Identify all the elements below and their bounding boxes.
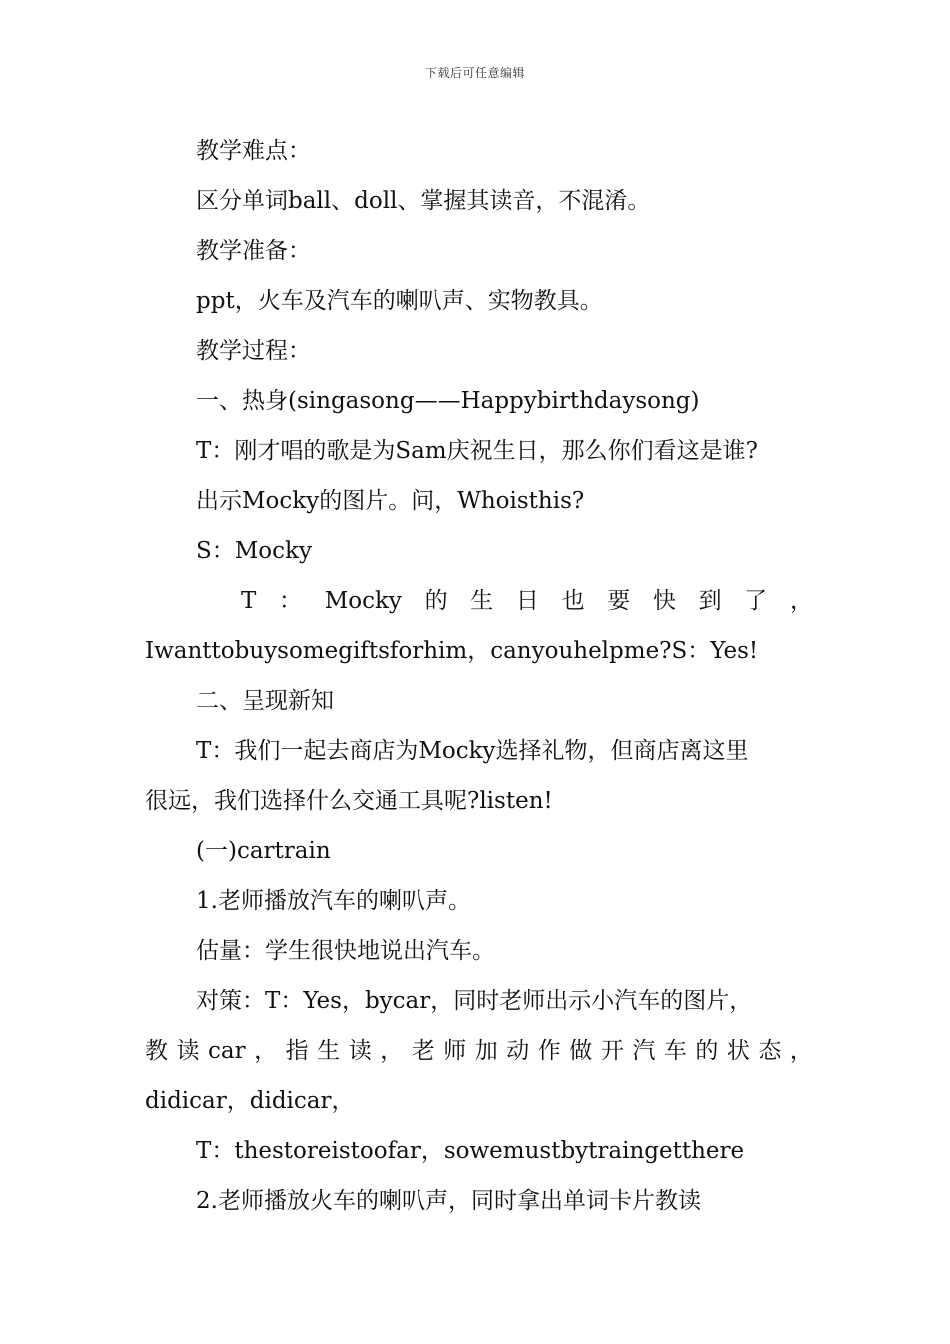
text-fragment: 要 xyxy=(607,588,631,614)
text-fragment: 生 xyxy=(317,1038,341,1064)
text-fragment: 日 xyxy=(515,588,539,614)
text-fragment: 加 xyxy=(474,1038,498,1064)
text-fragment: 了 xyxy=(744,588,768,614)
text-fragment: ， xyxy=(380,1038,404,1064)
text-fragment: 师 xyxy=(443,1038,467,1064)
text-fragment: T xyxy=(241,588,257,614)
text-fragment: ， xyxy=(254,1038,278,1064)
text-fragment: 也 xyxy=(561,588,585,614)
text-fragment: 老 xyxy=(411,1038,435,1064)
text-fragment: 做 xyxy=(569,1038,593,1064)
paragraph-strategy: 对策：T：Yes，bycar，同时老师出示小汽车的图片， xyxy=(196,988,753,1014)
page-header: 下载后可任意编辑 xyxy=(424,66,525,80)
text-fragment: 的 xyxy=(424,588,448,614)
paragraph-strategy-cont xyxy=(145,1026,813,1076)
paragraph-teacher-line-1: T：刚才唱的歌是为Sam庆祝生日，那么你们看这是谁? xyxy=(196,438,758,464)
step-1-car-horn: 1.老师播放汽车的喇叭声。 xyxy=(196,888,471,914)
text-fragment: 读 xyxy=(348,1038,372,1064)
text-fragment: car xyxy=(208,1038,246,1064)
paragraph-shop-trip-cont: 很远，我们选择什么交通工具呢?listen! xyxy=(145,788,553,814)
text-fragment: 快 xyxy=(652,588,676,614)
heading-teaching-preparation: 教学准备： xyxy=(196,238,311,264)
text-fragment: 的 xyxy=(695,1038,719,1064)
paragraph-student-answer: S：Mocky xyxy=(196,538,312,564)
paragraph-teacher-train: T：thestoreistoofar，sowemustbytraingetthere xyxy=(196,1138,745,1164)
text-fragment: ， xyxy=(789,588,813,614)
paragraph-didicar: didicar，didicar， xyxy=(145,1088,355,1114)
text-fragment: ， xyxy=(789,1038,813,1064)
section-new-knowledge: 二、呈现新知 xyxy=(196,688,334,714)
subsection-car-train: (一)cartrain xyxy=(196,838,331,864)
text-fragment: 态 xyxy=(758,1038,782,1064)
paragraph-show-picture: 出示Mocky的图片。问，Whoisthis? xyxy=(196,488,585,514)
text-fragment: Mocky xyxy=(324,588,402,614)
paragraph-teacher-birthday xyxy=(145,576,813,626)
text-fragment: 车 xyxy=(663,1038,687,1064)
heading-teaching-process: 教学过程： xyxy=(196,338,311,364)
step-2-train-horn: 2.老师播放火车的喇叭声，同时拿出单词卡片教读 xyxy=(196,1188,701,1214)
paragraph-shop-trip: T：我们一起去商店为Mocky选择礼物，但商店离这里 xyxy=(196,738,749,764)
paragraph-difficulty: 区分单词ball、doll、掌握其读音，不混淆。 xyxy=(196,188,651,214)
document-body xyxy=(145,126,813,1226)
text-fragment: 到 xyxy=(698,588,722,614)
paragraph-estimate: 估量：学生很快地说出汽车。 xyxy=(196,938,495,964)
text-fragment: 教 xyxy=(145,1038,168,1064)
heading-teaching-difficulty: 教学难点： xyxy=(196,138,311,164)
paragraph-preparation: ppt，火车及汽车的喇叭声、实物教具。 xyxy=(196,288,603,314)
text-fragment: 汽 xyxy=(632,1038,656,1064)
section-warmup: 一、热身(singasong——Happybirthdaysong) xyxy=(196,388,700,414)
text-fragment: 动 xyxy=(506,1038,530,1064)
paragraph-teacher-birthday-cont: Iwanttobuysomegiftsforhim，canyouhelpme?S：Yes! xyxy=(145,638,759,664)
text-fragment: 开 xyxy=(600,1038,624,1064)
text-fragment: 读 xyxy=(176,1038,200,1064)
text-fragment: 生 xyxy=(470,588,494,614)
text-fragment: 状 xyxy=(726,1038,750,1064)
text-fragment: ： xyxy=(279,588,303,614)
text-fragment: 作 xyxy=(537,1038,561,1064)
text-fragment: 指 xyxy=(285,1038,309,1064)
